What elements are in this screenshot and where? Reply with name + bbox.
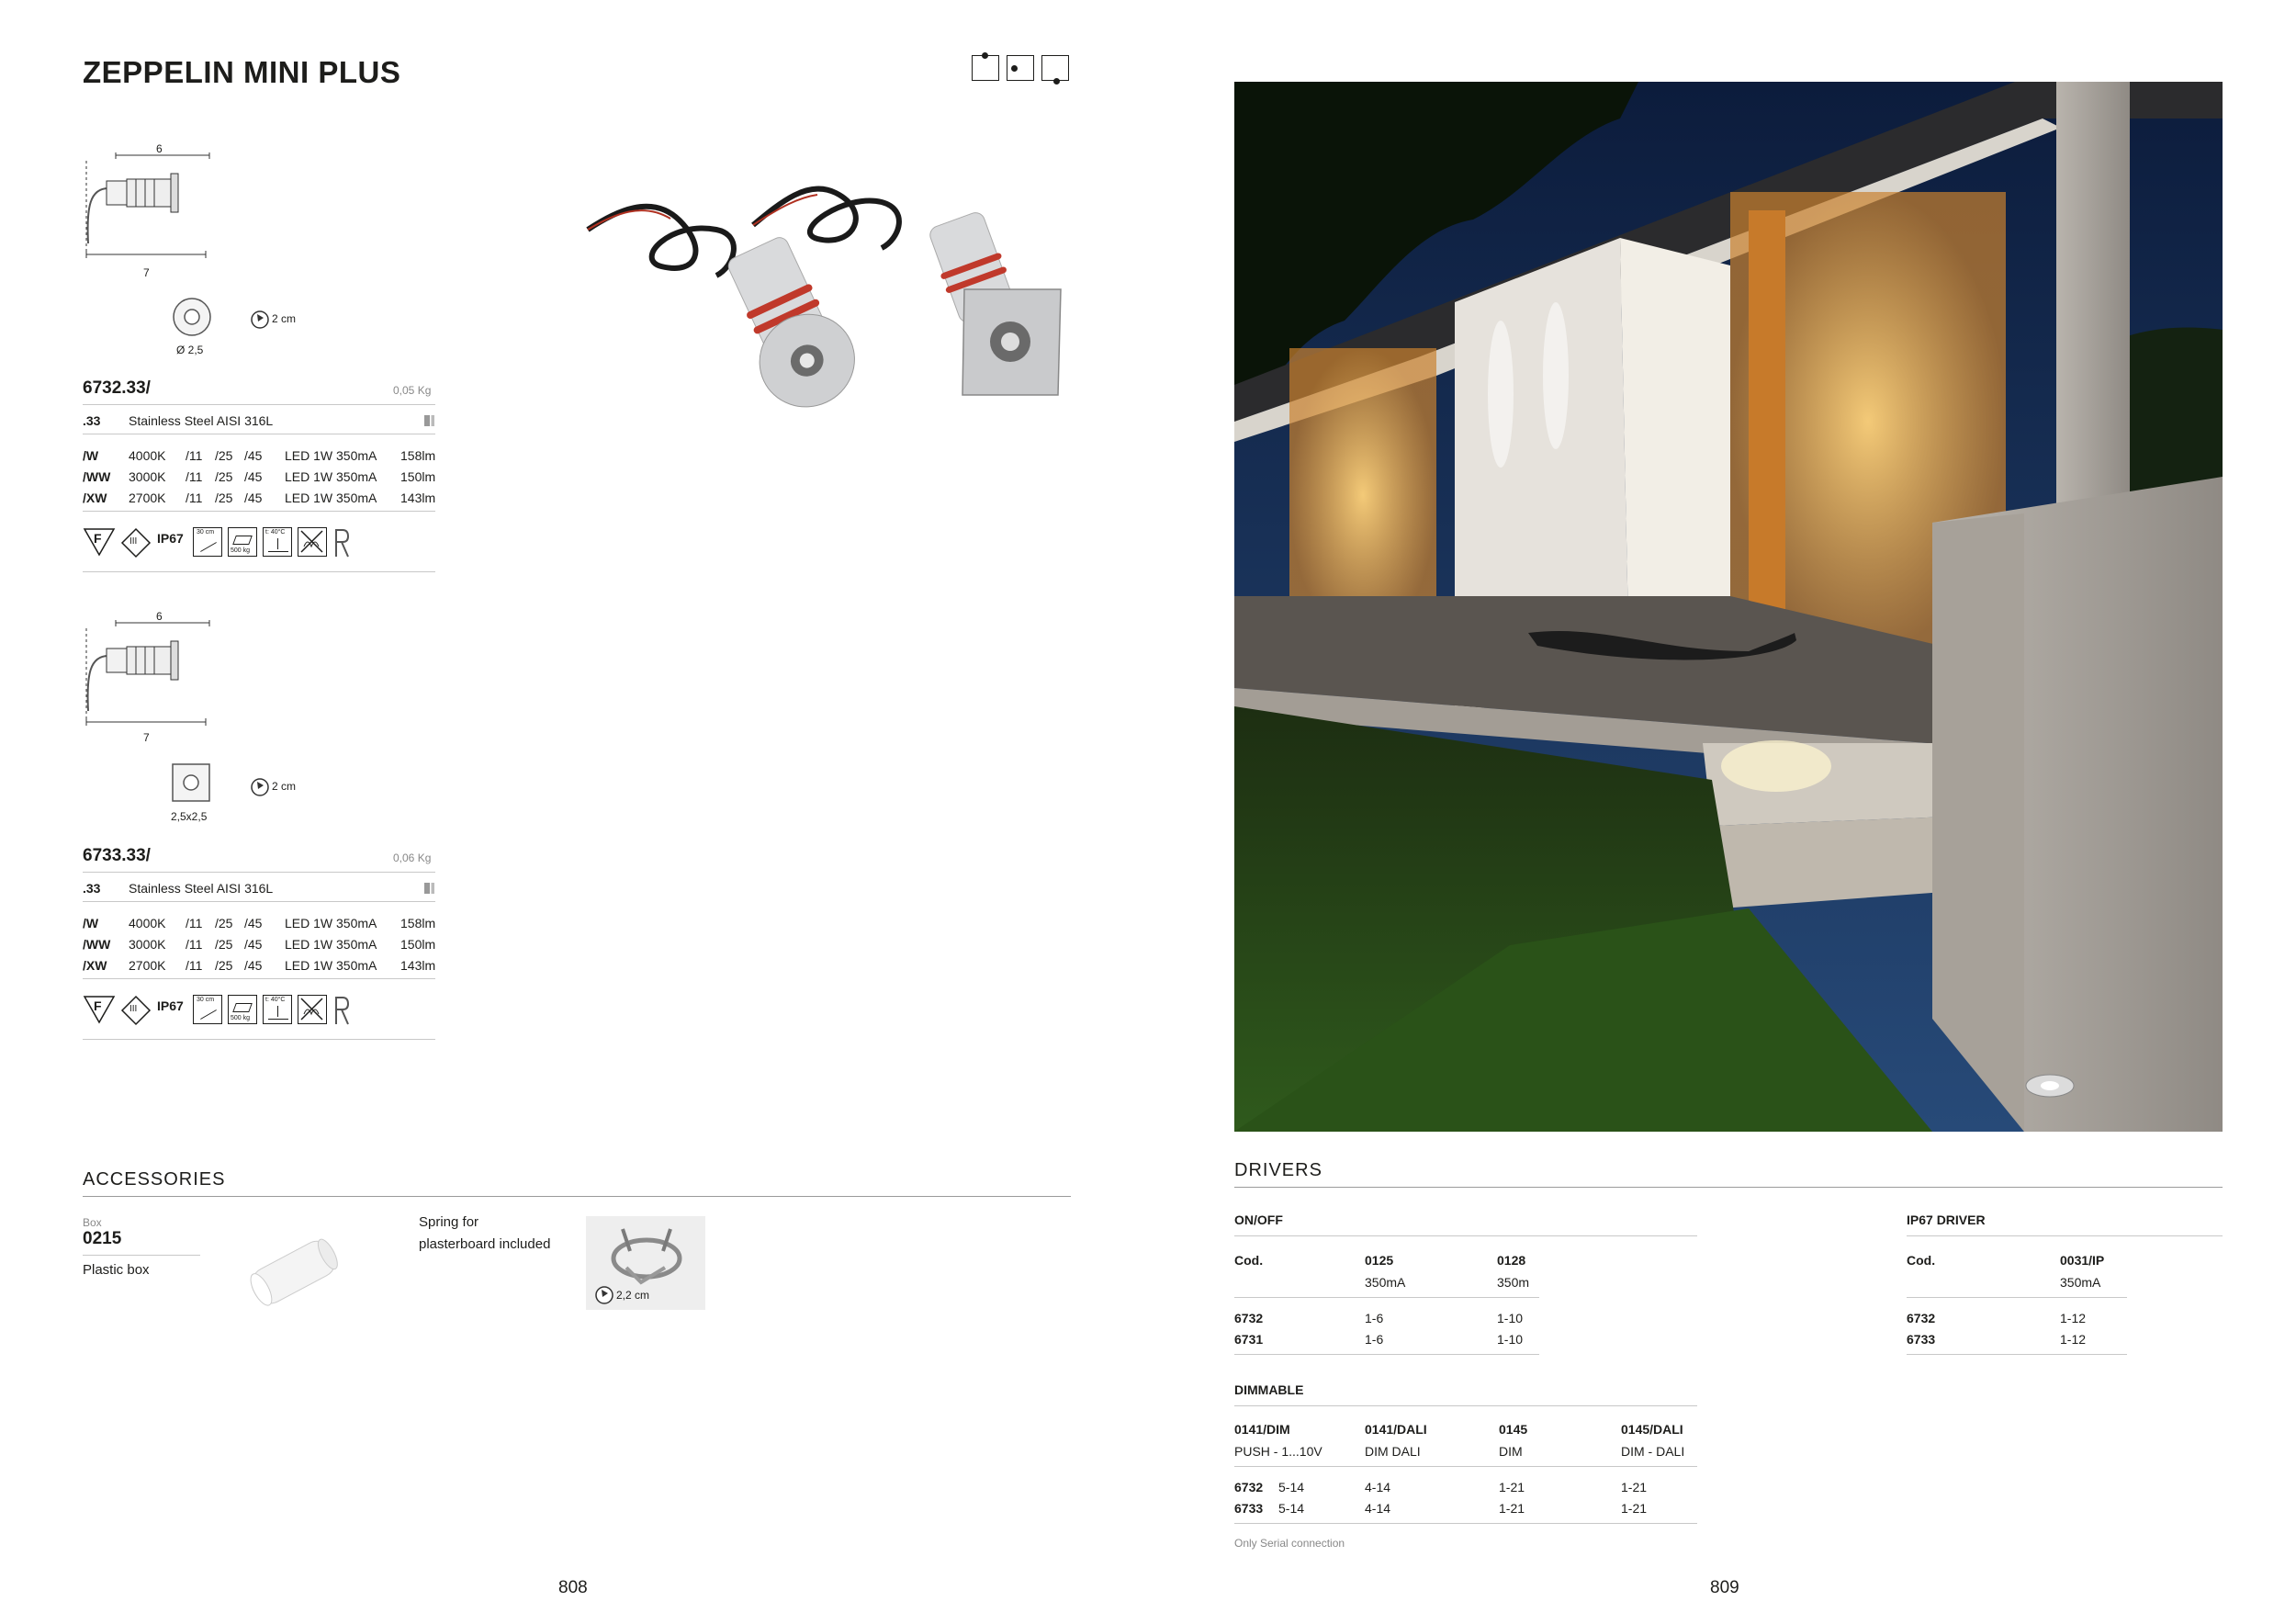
divider (1234, 1405, 1697, 1406)
dim-top-label: 6 (156, 142, 163, 155)
spring-line1: Spring for (419, 1214, 479, 1230)
box-label: Box (83, 1216, 102, 1229)
depth-label: 2 cm (272, 312, 297, 325)
driver-code: 0145/DALI (1621, 1422, 1683, 1437)
driver-qty: 4-14 (1365, 1480, 1391, 1494)
variant-temp: 2700K (129, 491, 166, 505)
driver-code: 0031/IP (2060, 1253, 2105, 1268)
driver-qty: 5-14 (1278, 1501, 1305, 1516)
temperature-label: t: 40°C (265, 529, 286, 536)
cod-label: Cod. (1907, 1253, 1936, 1268)
driver-code: 0141/DIM (1234, 1422, 1290, 1437)
variant-temp: 3000K (129, 469, 166, 484)
no-insulation-icon (298, 995, 327, 1024)
product-weight: 0,06 Kg (393, 851, 432, 864)
serial-note: Only Serial connection (1234, 1537, 1345, 1550)
box-name: Plastic box (83, 1262, 150, 1278)
class-iii-label: III (129, 536, 138, 547)
driver-qty: 1-12 (2060, 1311, 2087, 1325)
onoff-title: ON/OFF (1234, 1212, 1283, 1227)
driver-qty: 1-21 (1621, 1501, 1648, 1516)
variant-optic: /25 (215, 491, 233, 505)
divider (83, 978, 435, 979)
model-code: 6732 (1234, 1311, 1264, 1325)
variant-suffix: /W (83, 448, 99, 463)
driver-qty: 1-21 (1499, 1480, 1525, 1494)
plastic-box-photo (228, 1222, 347, 1314)
load-label: 500 kg (231, 547, 251, 554)
variant-led: LED 1W 350mA (285, 937, 377, 952)
variant-lumen: 150lm (400, 469, 436, 484)
divider (83, 872, 435, 873)
driver-current: 350mA (2060, 1275, 2101, 1290)
driver-code: 0141/DALI (1365, 1422, 1427, 1437)
beam-medium-icon (1007, 55, 1034, 81)
variant-suffix: /XW (83, 491, 107, 505)
variant-optic: /25 (215, 448, 233, 463)
driver-type: DIM - DALI (1621, 1444, 1685, 1459)
variant-led: LED 1W 350mA (285, 469, 377, 484)
variant-temp: 4000K (129, 916, 166, 930)
driver-qty: 1-21 (1499, 1501, 1525, 1516)
load-label: 500 kg (231, 1015, 251, 1021)
divider (83, 571, 435, 572)
variant-suffix: /XW (83, 958, 107, 973)
beam-wide-icon (1041, 55, 1069, 81)
beam-narrow-icon (972, 55, 999, 81)
driver-current: 350mA (1365, 1275, 1406, 1290)
driver-code: 0128 (1497, 1253, 1526, 1268)
variant-optic: /45 (244, 937, 263, 952)
finish-code: .33 (83, 881, 101, 896)
f-mark-label: F (94, 531, 102, 546)
no-insulation-icon (298, 527, 327, 557)
ip-rating: IP67 (157, 531, 184, 546)
cutout-label: Ø 2,5 (176, 344, 204, 356)
divider (83, 404, 435, 405)
divider (1234, 1235, 1697, 1236)
depth-icon (250, 777, 270, 797)
variant-optic: /11 (186, 469, 203, 484)
distance-icon (193, 995, 222, 1024)
temperature-label: t: 40°C (265, 997, 286, 1003)
variant-optic: /45 (244, 448, 263, 463)
depth-icon (594, 1285, 614, 1305)
finish-swatch (424, 883, 434, 894)
model-code: 6733 (1234, 1501, 1264, 1516)
dimmable-title: DIMMABLE (1234, 1382, 1304, 1397)
depth-icon (250, 310, 270, 330)
accessories-heading: ACCESSORIES (83, 1169, 226, 1190)
product-photo (579, 175, 1065, 450)
distance-icon (193, 527, 222, 557)
square-cutout-icon (171, 762, 211, 803)
driver-current: 350m (1497, 1275, 1530, 1290)
drivers-heading: DRIVERS (1234, 1160, 1322, 1180)
driver-type: DIM DALI (1365, 1444, 1421, 1459)
dim-top-label: 6 (156, 610, 163, 623)
variant-suffix: /WW (83, 469, 111, 484)
product-code: 6732.33/ (83, 378, 151, 398)
cod-label: Cod. (1234, 1253, 1264, 1268)
f-mark-label: F (94, 998, 102, 1013)
variant-lumen: 150lm (400, 937, 436, 952)
variant-led: LED 1W 350mA (285, 916, 377, 930)
variant-optic: /45 (244, 469, 263, 484)
model-code: 6731 (1234, 1332, 1264, 1347)
variant-led: LED 1W 350mA (285, 958, 377, 973)
driver-qty: 1-21 (1621, 1480, 1648, 1494)
variant-suffix: /WW (83, 937, 111, 952)
variant-optic: /11 (186, 937, 203, 952)
variant-lumen: 158lm (400, 916, 436, 930)
divider (1234, 1187, 2223, 1188)
ip-rating: IP67 (157, 998, 184, 1013)
driver-type: PUSH - 1...10V (1234, 1444, 1322, 1459)
variant-optic: /11 (186, 491, 203, 505)
variant-optic: /11 (186, 916, 203, 930)
driver-code: 0125 (1365, 1253, 1394, 1268)
variant-lumen: 143lm (400, 491, 436, 505)
box-code: 0215 (83, 1229, 122, 1248)
divider (83, 1255, 200, 1256)
divider (83, 1196, 1071, 1197)
divider (83, 511, 435, 512)
distance-label: 30 cm (197, 529, 215, 536)
driver-qty: 1-12 (2060, 1332, 2087, 1347)
product-weight: 0,05 Kg (393, 384, 432, 397)
divider (1234, 1354, 1539, 1355)
finish-name: Stainless Steel AISI 316L (129, 413, 274, 428)
dim-bottom-label: 7 (143, 266, 150, 279)
model-code: 6732 (1907, 1311, 1936, 1325)
variant-optic: /25 (215, 916, 233, 930)
page-number: 809 (1710, 1578, 1739, 1597)
variant-lumen: 143lm (400, 958, 436, 973)
divider (1234, 1466, 1697, 1467)
product-code: 6733.33/ (83, 846, 151, 865)
driver-qty: 1-6 (1365, 1332, 1384, 1347)
variant-temp: 3000K (129, 937, 166, 952)
load-icon (228, 995, 257, 1024)
divider (1234, 1297, 1539, 1298)
model-code: 6733 (1907, 1332, 1936, 1347)
variant-optic: /45 (244, 491, 263, 505)
driver-code: 0145 (1499, 1422, 1528, 1437)
side-drawing-icon (81, 619, 219, 729)
driver-qty: 5-14 (1278, 1480, 1305, 1494)
hero-photo (1234, 82, 2223, 1132)
finish-code: .33 (83, 413, 101, 428)
model-code: 6732 (1234, 1480, 1264, 1494)
variant-temp: 4000K (129, 448, 166, 463)
variant-lumen: 158lm (400, 448, 436, 463)
variant-optic: /11 (186, 958, 203, 973)
variant-optic: /25 (215, 958, 233, 973)
temperature-icon (263, 995, 292, 1024)
finish-swatch (424, 415, 434, 426)
page-number: 808 (558, 1578, 588, 1597)
finish-name: Stainless Steel AISI 316L (129, 881, 274, 896)
divider (1907, 1297, 2127, 1298)
spring-depth: 2,2 cm (616, 1289, 650, 1302)
temperature-icon (263, 527, 292, 557)
depth-label: 2 cm (272, 780, 297, 793)
divider (1234, 1523, 1697, 1524)
load-icon (228, 527, 257, 557)
class-iii-label: III (129, 1004, 138, 1014)
driver-qty: 4-14 (1365, 1501, 1391, 1516)
divider (83, 901, 435, 902)
variant-temp: 2700K (129, 958, 166, 973)
divider (83, 1039, 435, 1040)
product-title: ZEPPELIN MINI PLUS (83, 55, 401, 89)
distance-label: 30 cm (197, 997, 215, 1003)
driver-qty: 1-10 (1497, 1332, 1524, 1347)
dim-bottom-label: 7 (143, 731, 150, 744)
cutout-label: 2,5x2,5 (171, 810, 208, 823)
driver-qty: 1-10 (1497, 1311, 1524, 1325)
divider (1907, 1235, 2223, 1236)
r-mark-icon (332, 527, 351, 558)
variant-optic: /25 (215, 937, 233, 952)
variant-optic: /11 (186, 448, 203, 463)
variant-suffix: /W (83, 916, 99, 930)
variant-led: LED 1W 350mA (285, 491, 377, 505)
variant-optic: /45 (244, 958, 263, 973)
spring-line2: plasterboard included (419, 1236, 551, 1252)
driver-type: DIM (1499, 1444, 1523, 1459)
ip67-title: IP67 DRIVER (1907, 1212, 1986, 1227)
variant-optic: /45 (244, 916, 263, 930)
r-mark-icon (332, 995, 351, 1026)
variant-led: LED 1W 350mA (285, 448, 377, 463)
divider (1907, 1354, 2127, 1355)
driver-qty: 1-6 (1365, 1311, 1384, 1325)
variant-optic: /25 (215, 469, 233, 484)
round-cutout-icon (171, 296, 213, 338)
side-drawing-icon (81, 152, 219, 262)
